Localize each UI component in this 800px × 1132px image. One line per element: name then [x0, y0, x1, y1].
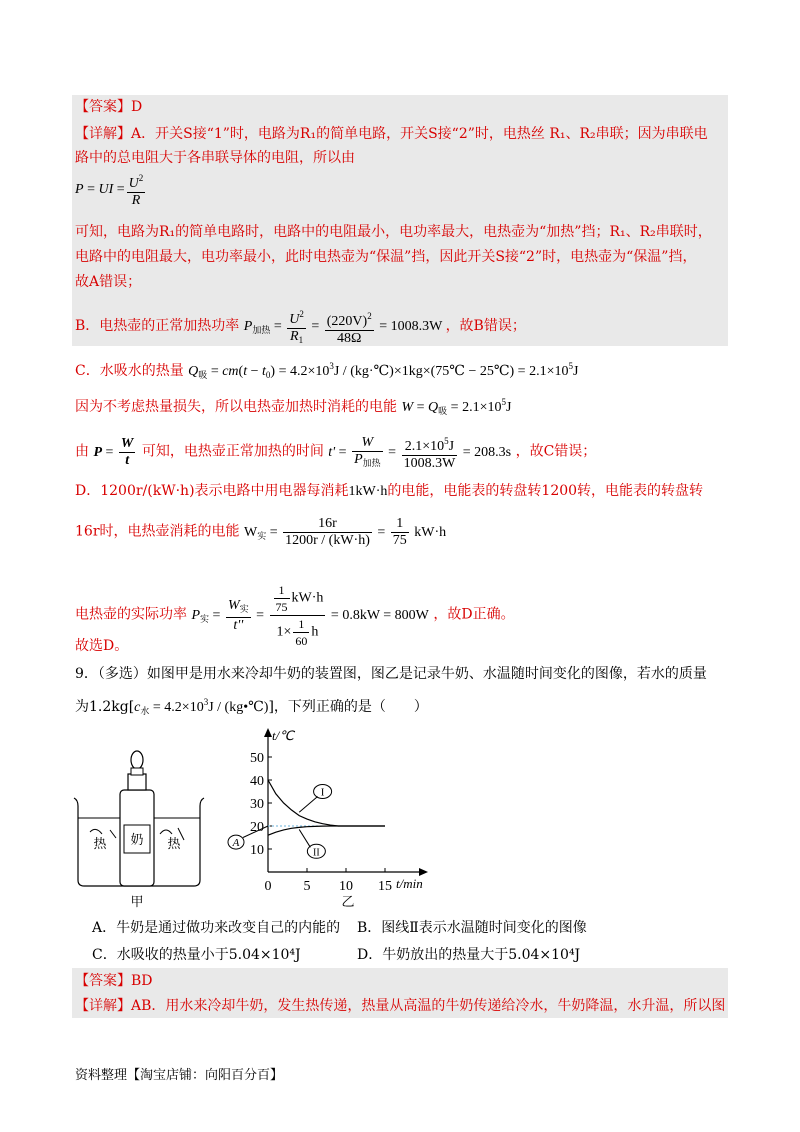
q8-answer-line	[75, 97, 142, 117]
heat-label-left: 热	[93, 837, 107, 852]
q8-d-line1	[75, 481, 703, 502]
answer-value: D	[131, 99, 143, 115]
x-axis-arrow	[419, 868, 428, 876]
detail-tag: 【详解】	[75, 126, 131, 142]
y-tick-label: 20	[250, 820, 264, 835]
q8-detail-line3: 可知，电路为R₁的简单电路时，电路中的电阻最小，电功率最大，电热壶为“加热”挡；R₁、R₂串联时，	[75, 224, 712, 240]
d1-b: 1kW·h	[348, 484, 388, 499]
heat-label-right: 热	[167, 837, 181, 852]
q8-detail-line5: 故A错误；	[75, 274, 142, 290]
c3-suffix: ，故C错误；	[515, 443, 597, 460]
c-formula: $Q_吸 = cm(t - t_0) = 4.2\times 10^3J$ / (kg·℃)×1kg×(75℃ − 25℃) = $2.1\times 10^5J$	[188, 361, 579, 380]
x-axis-label: t/min	[396, 876, 423, 891]
d2-a: 16r时，电热壶消耗的电能	[75, 523, 240, 540]
stem2-b: ]，下列正确的是（ ）	[268, 699, 428, 715]
c3-b: 可知，电热壶正常加热的时间	[141, 443, 324, 460]
q9-option-c: C．水吸收的热量小于5.04×10⁴J	[92, 947, 301, 963]
y-axis-arrow	[264, 728, 272, 737]
q9-answer-value: BD	[131, 973, 153, 989]
q9-answer-tag: 【答案】	[75, 973, 131, 989]
q9-detail-tag: 【详解】	[75, 998, 131, 1014]
figure-yi-chart	[220, 722, 440, 912]
b-prefix: B．电热壶的正常加热功率	[75, 318, 240, 335]
q8-c-line3	[75, 433, 596, 472]
q8-d-line3	[75, 582, 515, 649]
q9-option-b: B．图线Ⅱ表示水温随时间变化的图像	[357, 920, 587, 936]
d3-a: 电热壶的实际功率	[75, 606, 187, 623]
q9-answer-line	[75, 971, 153, 991]
series-line-ii	[268, 826, 385, 835]
q8-detail-line1	[75, 124, 708, 144]
curve-ii-pointer	[299, 829, 310, 847]
curve-i-label: I	[320, 786, 325, 799]
c-prefix: C．水吸水的热量	[75, 363, 184, 379]
d2-formula: $W_实$ = $\frac{16r}{1200r / (kW\cdot h)}$ = $\frac{1}{75}$ kW·h	[243, 516, 447, 548]
c2-formula: $W = Q_吸 = 2.1\times 10^5J$	[401, 397, 512, 416]
q9-stem-line2	[75, 692, 428, 721]
y-tick-label: 50	[250, 751, 264, 766]
d1-c: 的电能，电能表的转盘转1200转，电能表的转盘转	[387, 483, 704, 499]
q9-detail-text: AB．用水来冷却牛奶，发生热传递，热量从高温的牛奶传递给冷水，牛奶降温，水升温，所以图	[131, 998, 726, 1014]
d3-suffix: ，故D正确。	[433, 606, 515, 623]
q8-c-line2	[75, 392, 511, 421]
c3-p-formula: P = $\frac{W}{t}$	[93, 436, 134, 468]
y-tick-label: 10	[250, 843, 264, 858]
d3-formula: $P_实$ = $\frac{W_实}{t''}$ = $\frac{1}{75}$ kW·h 1× $\frac{1}{60}$ h = 0.8kW = 800W	[191, 583, 429, 648]
answer-tag: 【答案】	[75, 99, 131, 115]
b-formula: $P_{加热}$ = $\frac{U^2}{R_1}$ = $\frac{(220V)^2}{48\Omega}$ = 1008.3W	[244, 319, 446, 334]
y-tick-label: 30	[250, 797, 264, 812]
x-tick-label: 15	[378, 879, 392, 894]
formula-p-ui: P = UI = $\frac{U^2}{R}$	[75, 170, 147, 209]
q9-stem-line1: 9．（多选）如图甲是用水来冷却牛奶的装置图，图乙是记录牛奶、水温随时间变化的图像，若水的质量	[75, 666, 707, 682]
q8-b-line	[75, 306, 526, 348]
y-tick-label: 40	[250, 774, 264, 789]
x-tick-label: 0	[264, 879, 272, 894]
detail-text-a1: A．开关S接“1”时，电路为R₁的简单电路，开关S接“2”时，电热丝 R₁、R₂串联；因为串联电	[131, 126, 708, 142]
q9-option-d: D．牛奶放出的热量大于5.04×10⁴J	[357, 947, 581, 963]
stem2-a: 为1.2kg[	[75, 699, 135, 715]
c2-prefix: 因为不考虑热量损失，所以电热壶加热时消耗的电能	[75, 399, 397, 415]
figure-jia-label: 甲	[130, 895, 144, 910]
curve-ii-label: II	[313, 847, 320, 859]
q8-choose-line: 故选D。	[75, 638, 129, 654]
q9-option-a: A．牛奶是通过做功来改变自己的内能的	[92, 920, 341, 936]
d1-a: D．1200r/(kW·h)表示电路中用电器每消耗	[75, 483, 349, 499]
b-suffix: ，故B错误；	[445, 318, 526, 335]
q8-c-line1	[75, 356, 578, 385]
curve-i-pointer	[299, 797, 317, 813]
q9-detail-line1	[75, 996, 725, 1016]
x-tick-label: 10	[339, 879, 353, 894]
bottle-label: 奶	[130, 833, 144, 848]
x-tick-label: 5	[303, 879, 311, 894]
point-a-label: A	[232, 837, 240, 850]
c3-formula: t' = $\frac{W}{P_{加热}}$ = $\frac{2.1\times 10^5J}{1008.3W}$ = 208.3s	[328, 434, 512, 471]
c3-a: 由	[75, 443, 89, 460]
q8-detail-line2: 路中的总电阻大于各串联导体的电阻，所以由	[75, 150, 355, 166]
q8-d-line2	[75, 516, 446, 549]
stem2-formula: $c_水 = 4.2\times 10^3J$ / (kg•℃)	[134, 697, 269, 716]
page-footer: 资料整理【淘宝店铺：向阳百分百】	[75, 1068, 284, 1083]
figure-yi-label: 乙	[341, 895, 355, 910]
q8-detail-line4: 电路中的电阻最大，电功率最小，此时电热壶为“保温”挡，因此开关S接“2”时，电热壶为“保温”挡，	[75, 249, 697, 265]
y-axis-label: t/℃	[272, 728, 294, 743]
figure-jia	[70, 730, 210, 910]
